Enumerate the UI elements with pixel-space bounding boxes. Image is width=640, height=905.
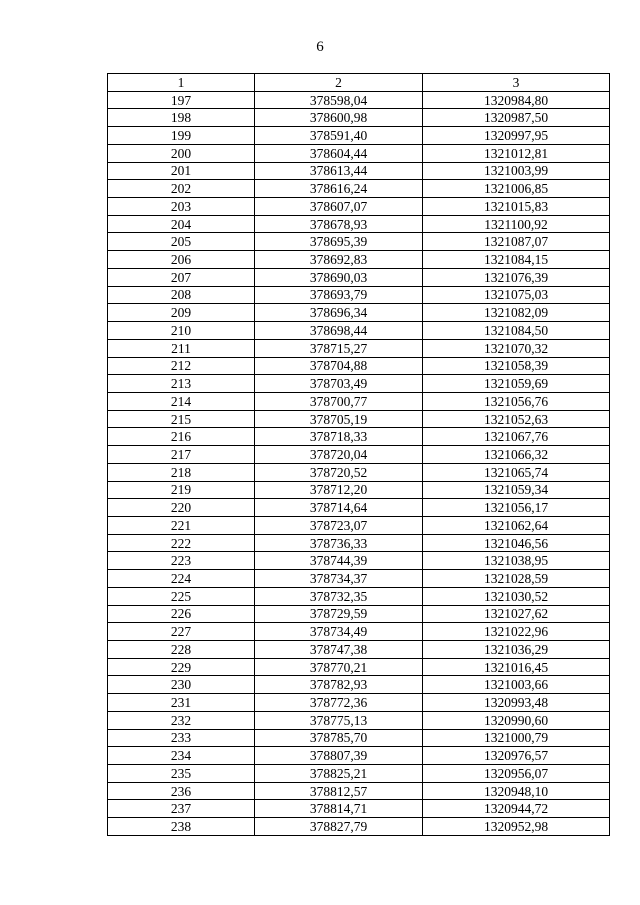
point-number-cell: 224 [108,570,255,588]
table-row [108,534,610,552]
y-coordinate-cell: 1321076,39 [423,268,610,286]
coordinates-table [107,73,610,836]
table-row [108,658,610,676]
point-number-cell: 201 [108,162,255,180]
table-row [108,233,610,251]
y-coordinate-cell: 1321012,81 [423,144,610,162]
table-row [108,481,610,499]
y-coordinate-cell: 1321075,03 [423,286,610,304]
x-coordinate-cell: 378775,13 [255,711,423,729]
table-row [108,694,610,712]
x-coordinate-cell: 378807,39 [255,747,423,765]
y-coordinate-cell: 1321027,62 [423,605,610,623]
point-number-cell: 200 [108,144,255,162]
y-coordinate-cell: 1321084,50 [423,322,610,340]
y-coordinate-cell: 1320952,98 [423,818,610,836]
point-number-cell: 231 [108,694,255,712]
point-number-cell: 212 [108,357,255,375]
y-coordinate-cell: 1320993,48 [423,694,610,712]
x-coordinate-cell: 378814,71 [255,800,423,818]
y-coordinate-cell: 1321065,74 [423,463,610,481]
table-row [108,499,610,517]
x-coordinate-cell: 378732,35 [255,587,423,605]
table-row [108,127,610,145]
y-coordinate-cell: 1321070,32 [423,339,610,357]
point-number-cell: 220 [108,499,255,517]
table-row [108,570,610,588]
y-coordinate-cell: 1320987,50 [423,109,610,127]
table-row [108,268,610,286]
x-coordinate-cell: 378782,93 [255,676,423,694]
point-number-cell: 203 [108,198,255,216]
y-coordinate-cell: 1321028,59 [423,570,610,588]
table-row [108,339,610,357]
x-coordinate-cell: 378692,83 [255,251,423,269]
y-coordinate-cell: 1320997,95 [423,127,610,145]
x-coordinate-cell: 378714,64 [255,499,423,517]
x-coordinate-cell: 378698,44 [255,322,423,340]
x-coordinate-cell: 378703,49 [255,375,423,393]
y-coordinate-cell: 1321087,07 [423,233,610,251]
point-number-cell: 219 [108,481,255,499]
x-coordinate-cell: 378591,40 [255,127,423,145]
y-coordinate-cell: 1321022,96 [423,623,610,641]
table-row [108,516,610,534]
table-row [108,676,610,694]
x-coordinate-cell: 378704,88 [255,357,423,375]
x-coordinate-cell: 378747,38 [255,641,423,659]
y-coordinate-cell: 1320984,80 [423,91,610,109]
y-coordinate-cell: 1321062,64 [423,516,610,534]
x-coordinate-cell: 378715,27 [255,339,423,357]
y-coordinate-cell: 1320990,60 [423,711,610,729]
point-number-cell: 207 [108,268,255,286]
point-number-cell: 210 [108,322,255,340]
point-number-cell: 211 [108,339,255,357]
x-coordinate-cell: 378696,34 [255,304,423,322]
point-number-cell: 214 [108,392,255,410]
x-coordinate-cell: 378693,79 [255,286,423,304]
y-coordinate-cell: 1321003,66 [423,676,610,694]
y-coordinate-cell: 1321059,69 [423,375,610,393]
y-coordinate-cell: 1321003,99 [423,162,610,180]
x-coordinate-cell: 378616,24 [255,180,423,198]
point-number-cell: 216 [108,428,255,446]
y-coordinate-cell: 1321006,85 [423,180,610,198]
y-coordinate-cell: 1321059,34 [423,481,610,499]
x-coordinate-cell: 378734,49 [255,623,423,641]
point-number-cell: 223 [108,552,255,570]
y-coordinate-cell: 1321046,56 [423,534,610,552]
column-header-x-coordinate: 2 [255,74,423,92]
x-coordinate-cell: 378744,39 [255,552,423,570]
x-coordinate-cell: 378734,37 [255,570,423,588]
point-number-cell: 217 [108,446,255,464]
x-coordinate-cell: 378720,52 [255,463,423,481]
point-number-cell: 230 [108,676,255,694]
table-row [108,198,610,216]
table-row [108,410,610,428]
table-row [108,747,610,765]
y-coordinate-cell: 1321100,92 [423,215,610,233]
x-coordinate-cell: 378607,07 [255,198,423,216]
table-row [108,162,610,180]
point-number-cell: 225 [108,587,255,605]
y-coordinate-cell: 1321000,79 [423,729,610,747]
y-coordinate-cell: 1321038,95 [423,552,610,570]
x-coordinate-cell: 378700,77 [255,392,423,410]
y-coordinate-cell: 1321067,76 [423,428,610,446]
point-number-cell: 229 [108,658,255,676]
table-row [108,180,610,198]
point-number-cell: 236 [108,782,255,800]
y-coordinate-cell: 1321066,32 [423,446,610,464]
table-row [108,286,610,304]
table-row [108,392,610,410]
table-row [108,587,610,605]
x-coordinate-cell: 378604,44 [255,144,423,162]
point-number-cell: 218 [108,463,255,481]
point-number-cell: 215 [108,410,255,428]
point-number-cell: 208 [108,286,255,304]
y-coordinate-cell: 1321030,52 [423,587,610,605]
y-coordinate-cell: 1321015,83 [423,198,610,216]
y-coordinate-cell: 1321084,15 [423,251,610,269]
point-number-cell: 237 [108,800,255,818]
point-number-cell: 205 [108,233,255,251]
x-coordinate-cell: 378785,70 [255,729,423,747]
point-number-cell: 233 [108,729,255,747]
x-coordinate-cell: 378695,39 [255,233,423,251]
table-row [108,552,610,570]
column-header-point-number: 1 [108,74,255,92]
table-row [108,463,610,481]
table-header-row [108,74,610,92]
table-row [108,304,610,322]
point-number-cell: 227 [108,623,255,641]
x-coordinate-cell: 378690,03 [255,268,423,286]
table-row [108,251,610,269]
table-row [108,711,610,729]
x-coordinate-cell: 378825,21 [255,765,423,783]
column-header-y-coordinate: 3 [423,74,610,92]
table-row [108,322,610,340]
table-row [108,375,610,393]
y-coordinate-cell: 1321052,63 [423,410,610,428]
table-row [108,109,610,127]
x-coordinate-cell: 378729,59 [255,605,423,623]
y-coordinate-cell: 1321036,29 [423,641,610,659]
point-number-cell: 221 [108,516,255,534]
x-coordinate-cell: 378770,21 [255,658,423,676]
x-coordinate-cell: 378613,44 [255,162,423,180]
table-row [108,818,610,836]
point-number-cell: 209 [108,304,255,322]
y-coordinate-cell: 1321056,76 [423,392,610,410]
point-number-cell: 235 [108,765,255,783]
y-coordinate-cell: 1320956,07 [423,765,610,783]
x-coordinate-cell: 378736,33 [255,534,423,552]
point-number-cell: 228 [108,641,255,659]
table-row [108,446,610,464]
point-number-cell: 222 [108,534,255,552]
y-coordinate-cell: 1320944,72 [423,800,610,818]
x-coordinate-cell: 378705,19 [255,410,423,428]
point-number-cell: 204 [108,215,255,233]
x-coordinate-cell: 378718,33 [255,428,423,446]
point-number-cell: 213 [108,375,255,393]
table-row [108,800,610,818]
y-coordinate-cell: 1321016,45 [423,658,610,676]
table-row [108,641,610,659]
page-number: 6 [316,39,324,55]
point-number-cell: 206 [108,251,255,269]
point-number-cell: 238 [108,818,255,836]
point-number-cell: 199 [108,127,255,145]
x-coordinate-cell: 378678,93 [255,215,423,233]
x-coordinate-cell: 378772,36 [255,694,423,712]
x-coordinate-cell: 378827,79 [255,818,423,836]
point-number-cell: 232 [108,711,255,729]
table-row [108,144,610,162]
y-coordinate-cell: 1321082,09 [423,304,610,322]
x-coordinate-cell: 378812,57 [255,782,423,800]
table-row [108,782,610,800]
table-row [108,215,610,233]
x-coordinate-cell: 378600,98 [255,109,423,127]
x-coordinate-cell: 378712,20 [255,481,423,499]
y-coordinate-cell: 1320976,57 [423,747,610,765]
x-coordinate-cell: 378720,04 [255,446,423,464]
table-row [108,765,610,783]
table-row [108,428,610,446]
table-row [108,605,610,623]
x-coordinate-cell: 378723,07 [255,516,423,534]
point-number-cell: 197 [108,91,255,109]
y-coordinate-cell: 1320948,10 [423,782,610,800]
table-row [108,623,610,641]
point-number-cell: 202 [108,180,255,198]
table-body [108,91,610,835]
table-row [108,729,610,747]
y-coordinate-cell: 1321056,17 [423,499,610,517]
point-number-cell: 234 [108,747,255,765]
x-coordinate-cell: 378598,04 [255,91,423,109]
y-coordinate-cell: 1321058,39 [423,357,610,375]
table-row [108,357,610,375]
table-row [108,91,610,109]
point-number-cell: 198 [108,109,255,127]
point-number-cell: 226 [108,605,255,623]
